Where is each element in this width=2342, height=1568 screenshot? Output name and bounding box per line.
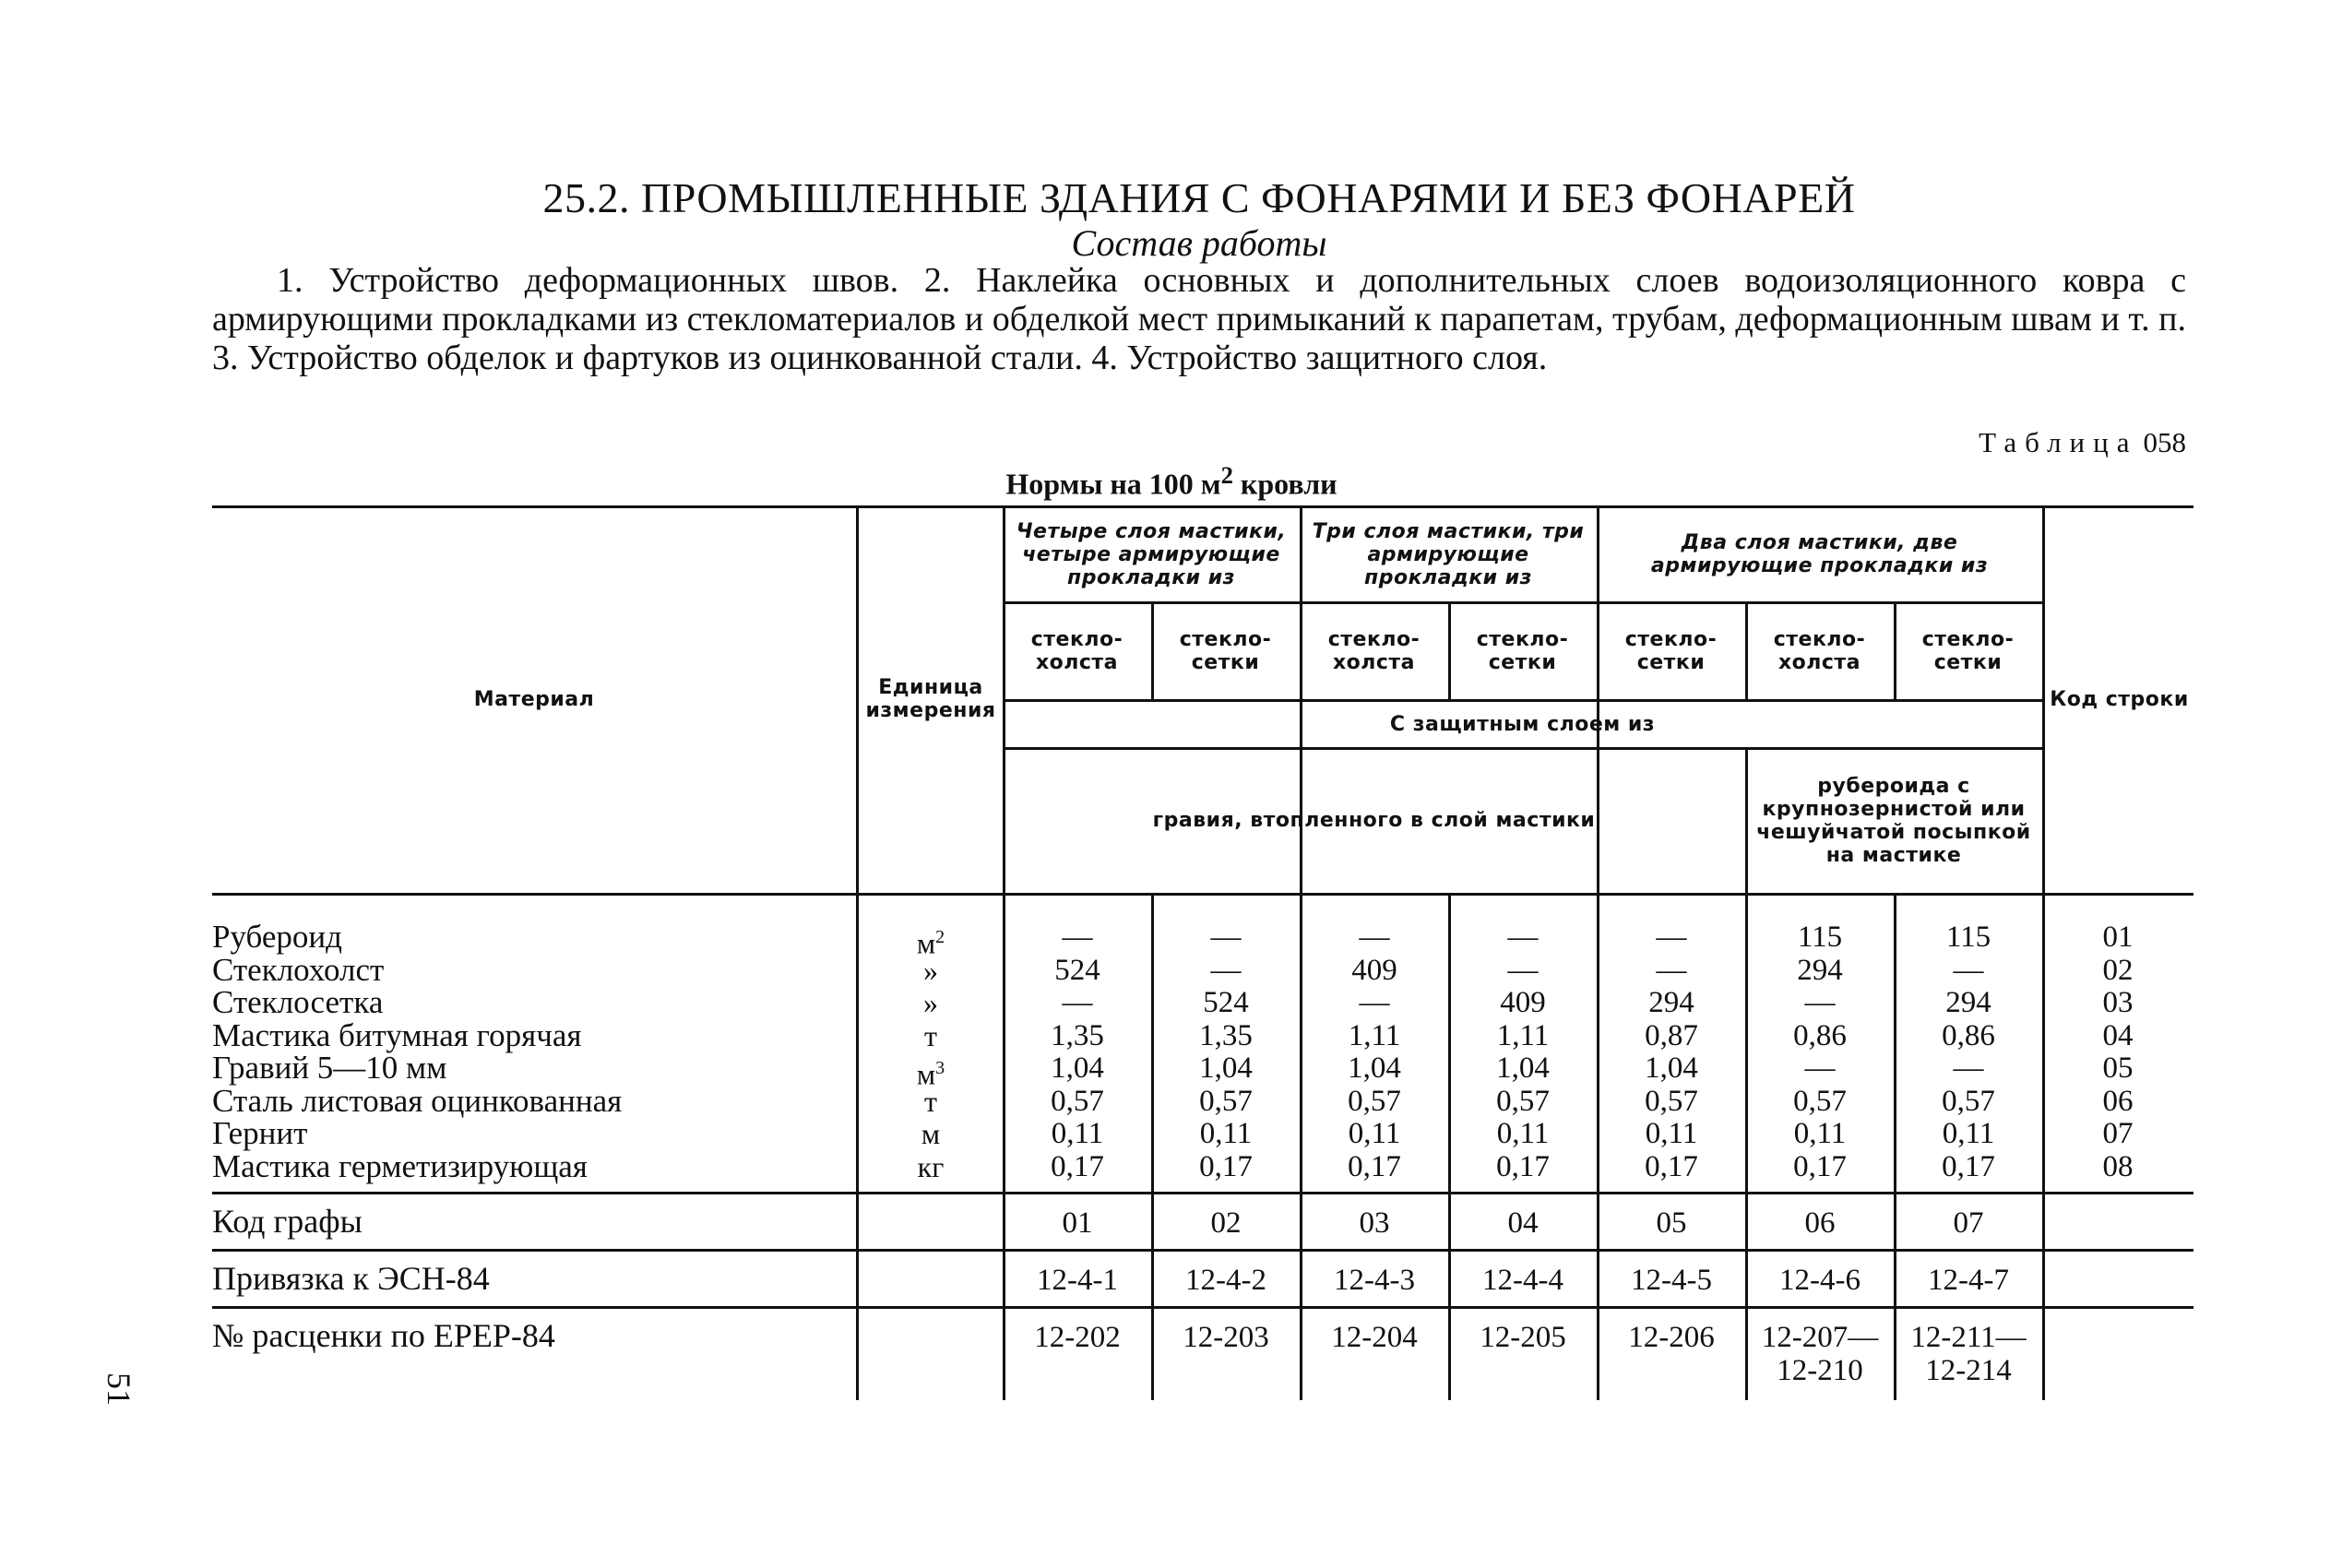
unit-cell [885,1085,977,1118]
footer-cell: 04 [1507,1206,1539,1240]
section-heading: 25.2. ПРОМЫШЛЕННЫЕ ЗДАНИЯ С ФОНАРЯМИ И БЕЗ ФОНАРЕЙ [542,174,1856,221]
material-name: Мастика герметизирующая [212,1147,588,1184]
value-cell: — [1507,921,1539,954]
page-number: 51 [101,1372,137,1406]
row-code: 07 [2102,1117,2134,1150]
value-cell: — [1210,953,1242,987]
value-cell: 409 [1351,953,1397,987]
value-cell: 0,11 [1199,1117,1253,1150]
table-caption-prefix: Нормы на 100 м [1005,467,1221,501]
value-cell: 0,11 [1051,1117,1104,1150]
header-subcol-3: стекло-холста [1327,628,1421,674]
footer-cell: 03 [1359,1206,1390,1240]
footer-cell: 12-4-6 [1779,1264,1861,1297]
value-cell: — [1953,1051,1984,1085]
unit-value: » [923,986,938,1019]
value-cell: — [1210,921,1242,954]
value-cell: 294 [1797,953,1843,987]
header-group-2: Три слоя мастики, три армирующие прокладки из [1312,519,1585,589]
header-unit: Единица измерения [865,676,996,722]
value-cell: 0,57 [1496,1084,1550,1118]
value-cell: 0,17 [1793,1149,1847,1183]
footer-cell: 02 [1210,1206,1242,1240]
footer-cell: 01 [1062,1206,1093,1240]
unit-cell [885,1019,977,1052]
unit-value: т [924,1018,937,1052]
table-id-label: Таблица [1979,426,2138,458]
unit-value: » [923,953,938,987]
header-group-rule [1003,601,2042,604]
row-code: 01 [2102,921,2134,954]
header-subcol-6: стекло-холста [1773,628,1866,674]
footer-cell: 12-4-5 [1631,1264,1712,1297]
footer-cell: 12-4-2 [1185,1264,1266,1297]
subcol-rule [1151,601,1154,699]
value-cell: 1,35 [1199,1018,1253,1052]
value-cell: 1,04 [1645,1051,1698,1085]
material-name: Сталь листовая оцинкованная [212,1082,623,1119]
header-subcol-2: стекло-сетки [1179,628,1272,674]
unit-cell [885,954,977,987]
row-code: 08 [2102,1149,2134,1183]
value-cell: 0,11 [1645,1117,1698,1150]
value-cell: 0,17 [1496,1149,1550,1183]
unit-value: т [924,1084,937,1118]
value-cell: 0,57 [1051,1084,1104,1118]
material-name: Рубероид [212,919,342,955]
row-code: 03 [2102,986,2134,1019]
unit-value: м [916,1057,936,1091]
material-name: Гравий 5—10 мм [212,1050,447,1086]
value-cell: 0,17 [1645,1149,1698,1183]
subcol-rule [1448,601,1451,699]
unit-value: м [921,1117,941,1150]
header-material: Материал [473,687,595,711]
table-caption-sup: 2 [1220,461,1233,489]
footer-cell: 12-207— 12-210 [1761,1321,1879,1387]
footer-cell: 12-4-4 [1482,1264,1563,1297]
value-cell: 1,11 [1496,1018,1550,1052]
footer-cell: 12-202 [1034,1321,1121,1354]
material-name: Мастика битумная горячая [212,1016,582,1053]
value-cell: — [1507,953,1539,987]
header-ruberoid: рубероида с крупнозернистой или чешуйчатой посыпкой на мастике [1756,774,2031,867]
subcol-rule [1745,601,1748,699]
header-subcol-4: стекло-сетки [1476,628,1569,674]
unit-superscript: 3 [935,1058,945,1078]
unit-value: м [916,926,936,960]
row-code: 04 [2102,1018,2134,1052]
row-code: 02 [2102,953,2134,987]
footer-label: № расценки по ЕРЕР-84 [212,1317,555,1354]
value-cell: 0,11 [1496,1117,1550,1150]
footer-cell: 12-206 [1628,1321,1715,1354]
value-cell: — [1804,1051,1836,1085]
footer-cell: 12-4-3 [1334,1264,1415,1297]
unit-value: кг [917,1149,945,1183]
value-cell: — [1062,986,1093,1019]
footer-cell: 12-204 [1331,1321,1418,1354]
footer-cell: 12-4-7 [1928,1264,2009,1297]
footer-label: Код графы [212,1203,363,1240]
header-gravel: гравия, втопленного в слой мастики [1152,809,1596,832]
row-code: 05 [2102,1051,2134,1085]
value-cell: — [1804,986,1836,1019]
value-cell: 1,04 [1199,1051,1253,1085]
unit-cell [885,1117,977,1150]
value-cell: 294 [1945,986,1991,1019]
footer-label: Привязка к ЭСН-84 [212,1260,490,1297]
value-cell: 294 [1648,986,1694,1019]
value-cell: 1,04 [1496,1051,1550,1085]
footer-cell: 06 [1804,1206,1836,1240]
work-composition-text: 1. Устройство деформационных швов. 2. Наклейка основных и дополнительных слоев водоизоляционного ковра с армирующими прокладками из стекломатериалов и обделкой мест примыканий к парапетам, трубам, деформационным швам и т. п. 3. Устройство обделок и фартуков из оцинкованной стали. 4. Устройство защитного слоя. [212,261,2186,377]
footer-cell: 12-211— 12-214 [1910,1321,2027,1387]
footer-cell: 12-4-1 [1037,1264,1118,1297]
value-cell: 0,57 [1645,1084,1698,1118]
row-code: 06 [2102,1084,2134,1118]
footer-cell: 07 [1953,1206,1984,1240]
value-cell: 0,11 [1942,1117,1995,1150]
work-composition-heading: Состав работы [1071,222,1327,264]
value-cell: 0,17 [1199,1149,1253,1183]
value-cell: — [1062,921,1093,954]
value-cell: 0,17 [1051,1149,1104,1183]
footer-cell: 05 [1656,1206,1687,1240]
subcol-rule [1894,601,1896,699]
value-cell: 115 [1945,921,1991,954]
value-cell: — [1359,921,1390,954]
footer-cell: 12-205 [1480,1321,1566,1354]
value-cell: — [1656,953,1687,987]
value-cell: 0,57 [1199,1084,1253,1118]
header-protective-layer: С защитным слоем из [1389,712,1656,736]
value-cell: 1,35 [1051,1018,1104,1052]
value-cell: 524 [1054,953,1100,987]
header-subcol-7: стекло-сетки [1921,628,2015,674]
value-cell: 409 [1500,986,1546,1019]
value-cell: 0,86 [1793,1018,1847,1052]
value-cell: — [1359,986,1390,1019]
value-cell: 1,11 [1348,1018,1401,1052]
material-name: Стеклохолст [212,951,385,988]
value-cell: — [1656,921,1687,954]
value-cell: — [1953,953,1984,987]
material-name: Стеклосетка [212,984,384,1020]
value-cell: 0,86 [1942,1018,1995,1052]
value-cell: 0,87 [1645,1018,1698,1052]
header-group-1: Четыре слоя мастики, четыре армирующие прокладки из [1016,519,1287,589]
value-cell: 524 [1203,986,1249,1019]
table-id [1937,426,2186,459]
header-row-code: Код строки [2050,687,2189,711]
value-cell: 0,17 [1348,1149,1401,1183]
value-cell: 0,57 [1942,1084,1995,1118]
header-subcol-5: стекло-сетки [1624,628,1718,674]
value-cell: 1,04 [1348,1051,1401,1085]
table-id-number: 058 [2143,426,2186,458]
value-cell: 115 [1797,921,1843,954]
table-caption-suffix: кровли [1232,467,1337,501]
value-cell: 0,11 [1793,1117,1847,1150]
header-subcol-1: стекло-холста [1030,628,1123,674]
unit-cell [885,1150,977,1183]
material-name: Гернит [212,1115,308,1151]
value-cell: 0,17 [1942,1149,1995,1183]
table-caption [927,461,1416,502]
header-group-3: Два слоя мастики, две армирующие прокладки из [1650,531,1989,577]
value-cell: 0,57 [1793,1084,1847,1118]
unit-superscript: 2 [935,927,945,947]
protective-split-rule [1745,747,1748,893]
footer-cell: 12-203 [1183,1321,1269,1354]
value-cell: 0,11 [1348,1117,1401,1150]
value-cell: 1,04 [1051,1051,1104,1085]
value-cell: 0,57 [1348,1084,1401,1118]
unit-cell [885,986,977,1019]
